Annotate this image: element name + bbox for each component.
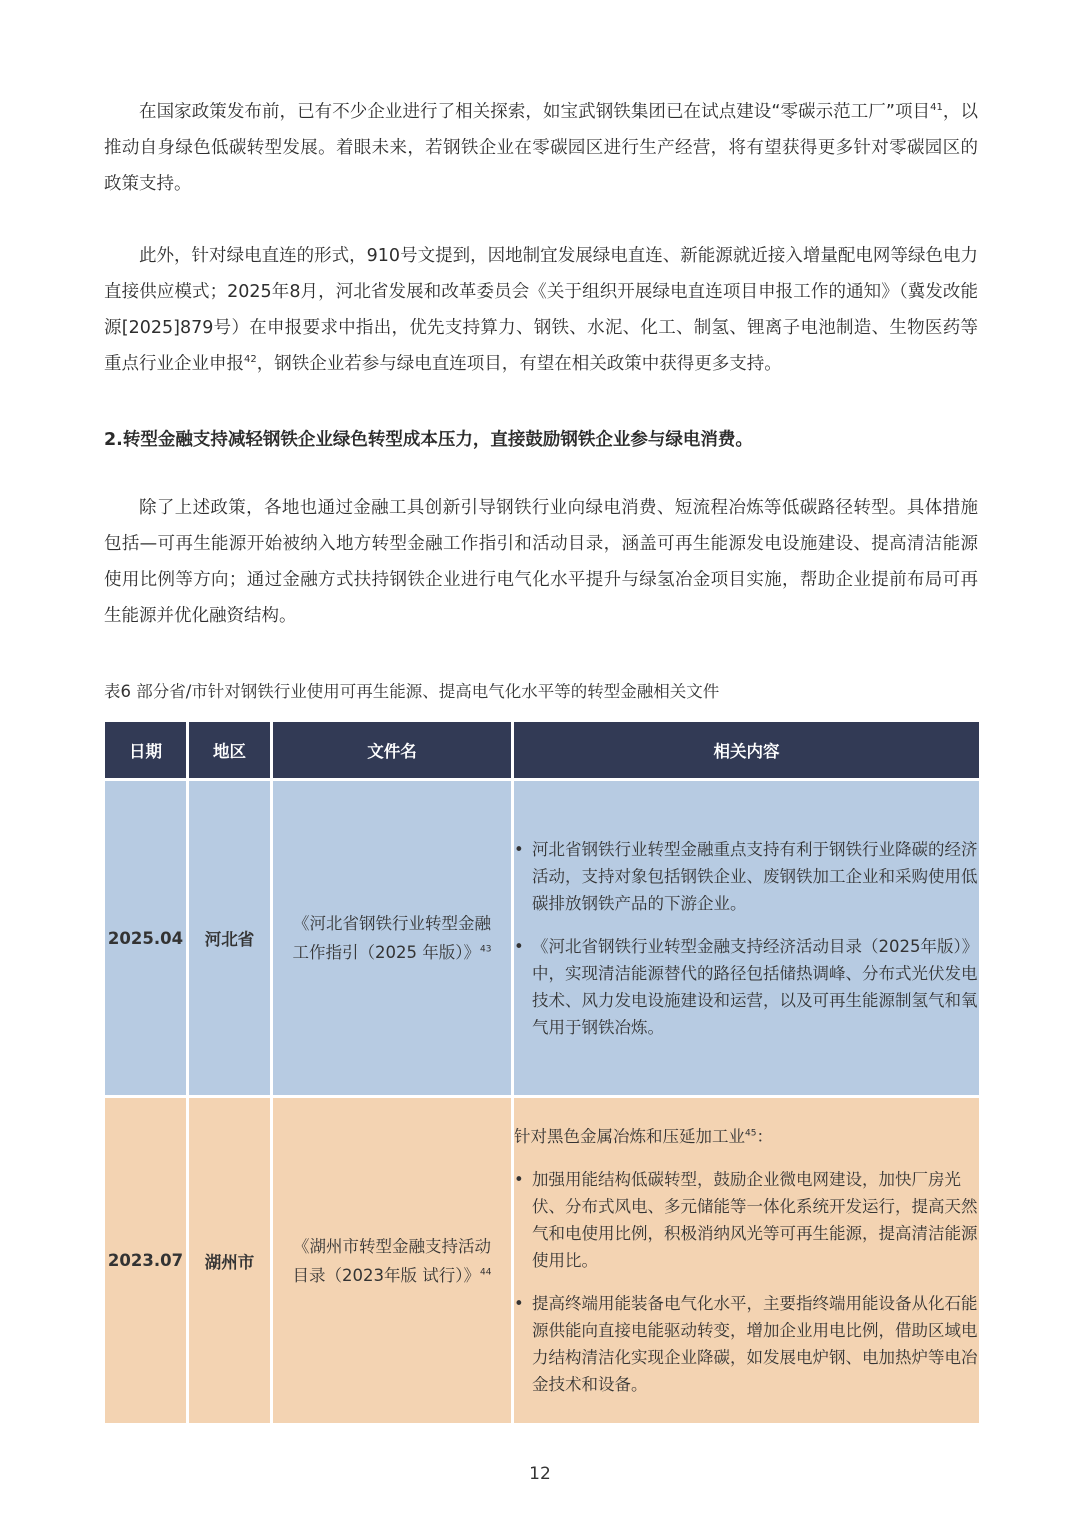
header-region: 地区 — [189, 722, 270, 778]
footnote-ref: 45 — [745, 1128, 757, 1139]
list-item — [514, 1290, 979, 1398]
page-number: 12 — [529, 1464, 551, 1484]
content-list — [514, 1166, 979, 1398]
list-item-text: 提高终端用能装备电气化水平，主要指终端用能设备从化石能源供能向直接电能驱动转变，增加企业用电比例，借助区域电力结构清洁化实现企业降碳，如发展电炉钢、电加热炉等电冶金技术和设备。 — [532, 1294, 978, 1394]
document-title-line: 《河北省钢铁行业转型金融 — [293, 914, 491, 933]
list-item-text: 加强用能结构低碳转型，鼓励企业微电网建设，加快厂房光伏、分布式风电、多元储能等一体化系统开发运行，提高天然气和电使用比例，积极消纳风光等可再生能源，提高清洁能源使用比。 — [532, 1170, 978, 1270]
cell-document — [273, 1098, 511, 1423]
paragraph-green-power-direct — [104, 238, 978, 382]
list-item-text: 《河北省钢铁行业转型金融支持经济活动目录（2025年版）》中，实现清洁能源替代的路径包括储热调峰、分布式光伏发电技术、风力发电设施建设和运营，以及可再生能源制氢气和氧气用于钢铁冶炼。 — [532, 936, 979, 1037]
content-intro-colon: ： — [756, 1127, 773, 1146]
paragraph-transition-finance — [104, 490, 978, 634]
footnote-ref: 42 — [244, 354, 257, 366]
document-title-line: 《湖州市转型金融支持活动 — [293, 1236, 491, 1256]
cell-content — [514, 781, 979, 1095]
bullet-icon: • — [514, 1170, 524, 1189]
footnote-ref: 44 — [480, 1267, 492, 1277]
paragraph-zero-carbon-factory — [104, 94, 978, 202]
paragraph-text: ，钢铁企业若参与绿电直连项目，有望在相关政策中获得更多支持。 — [256, 354, 782, 374]
header-content: 相关内容 — [514, 722, 979, 778]
list-item-text: 河北省钢铁行业转型金融重点支持有利于钢铁行业降碳的经济活动，支持对象包括钢铁企业、废钢铁加工企业和采购使用低碳排放钢铁产品的下游企业。 — [532, 839, 978, 913]
list-item — [514, 836, 979, 917]
cell-date: 2025.04 — [105, 781, 186, 1095]
cell-content — [514, 1098, 979, 1423]
table-header-row — [105, 722, 979, 778]
paragraph-text: ，以推动自身绿色低碳转型发展。着眼未来，若钢铁企业在零碳园区进行生产经营，将有望获得更多针对零碳园区的政策支持。 — [104, 102, 978, 194]
transition-finance-table — [102, 719, 982, 1426]
bullet-icon: • — [514, 839, 524, 859]
content-intro — [514, 1123, 979, 1150]
cell-region: 湖州市 — [189, 1098, 270, 1423]
cell-region: 河北省 — [189, 781, 270, 1095]
content-intro-text: 针对黑色金属冶炼和压延加工业 — [514, 1127, 745, 1146]
header-date: 日期 — [105, 722, 186, 778]
table-row — [105, 781, 979, 1095]
cell-document — [273, 781, 511, 1095]
paragraph-text: 除了上述政策，各地也通过金融工具创新引导钢铁行业向绿电消费、短流程冶炼等低碳路径转型。具体措施包括—可再生能源开始被纳入地方转型金融工作指引和活动目录，涵盖可再生能源发电设施建设、提高清洁能源使用比例等方向；通过金融方式扶持钢铁企业进行电气化水平提升与绿氢冶金项目实施，帮助企业提前布局可再生能源并优化融资结构。 — [104, 498, 978, 626]
cell-date: 2023.07 — [105, 1098, 186, 1423]
header-document: 文件名 — [273, 722, 511, 778]
document-title-line: 目录（2023年版 试行）》 — [292, 1265, 481, 1285]
table-caption: 表6 部分省/市针对钢铁行业使用可再生能源、提高电气化水平等的转型金融相关文件 — [104, 682, 720, 701]
footnote-ref: 43 — [480, 944, 492, 955]
table-row — [105, 1098, 979, 1423]
bullet-icon: • — [514, 1294, 524, 1313]
bullet-icon: • — [514, 936, 524, 956]
paragraph-text: 此外，针对绿电直连的形式，910号文提到，因地制宜发展绿电直连、新能源就近接入增量配电网等绿色电力直接供应模式；2025年8月，河北省发展和改革委员会《关于组织开展绿电直连项目申报工作的通知》（冀发改能源[2025]879号）在申报要求中指出，优先支持算力、钢铁、水泥、化工、制氢、锂离子电池制造、生物医药等重点行业企业申报 — [104, 246, 978, 374]
document-title-line: 工作指引（2025 年版）》 — [292, 943, 481, 962]
content-list — [514, 836, 979, 1041]
footnote-ref: 41 — [930, 102, 943, 114]
list-item — [514, 1166, 979, 1274]
section-heading: 2.转型金融支持减轻钢铁企业绿色转型成本压力，直接鼓励钢铁企业参与绿电消费。 — [104, 430, 753, 450]
paragraph-text: 在国家政策发布前，已有不少企业进行了相关探索，如宝武钢铁集团已在试点建设“零碳示范工厂”项目 — [139, 102, 931, 122]
list-item — [514, 933, 979, 1041]
